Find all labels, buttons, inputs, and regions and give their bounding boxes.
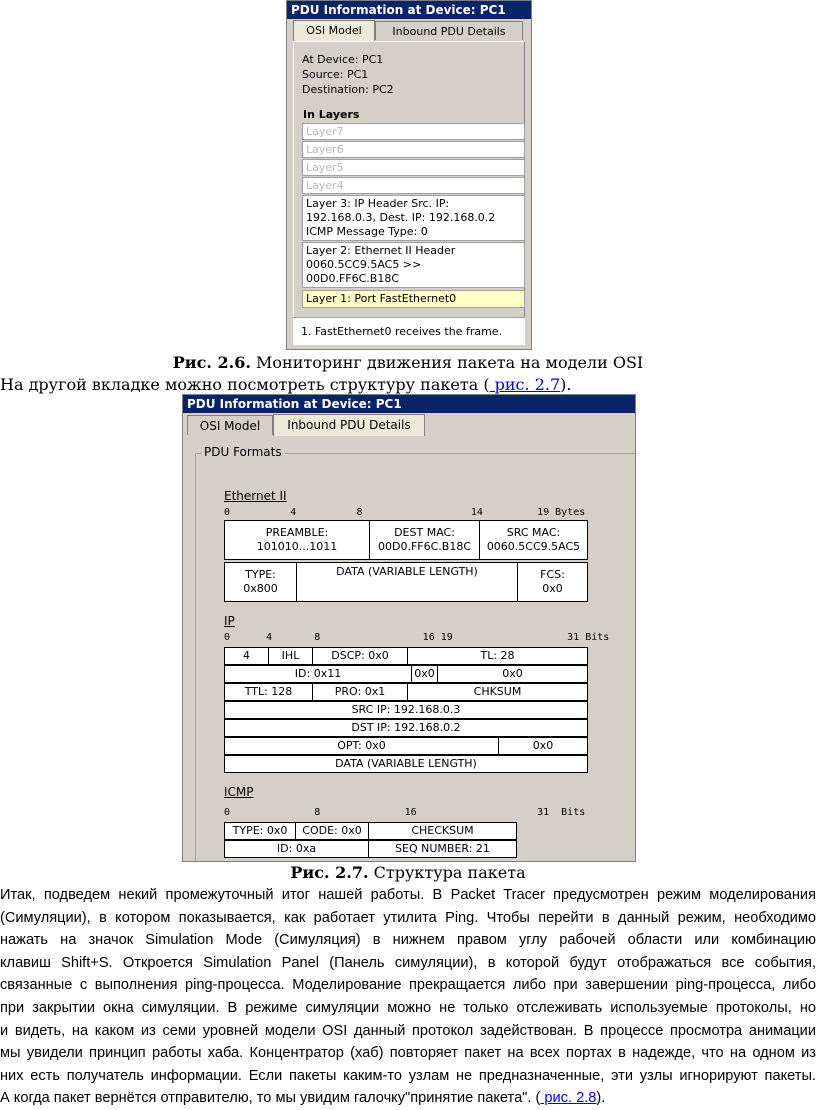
- layer2-item[interactable]: [302, 242, 525, 288]
- layer2-line: Layer 2: Ethernet II Header: [306, 244, 456, 257]
- layer-description: [293, 317, 525, 345]
- paragraph-text-end: ).: [596, 1090, 606, 1107]
- caption-number: Рис. 2.7.: [290, 863, 369, 882]
- pdu-formats-legend: PDU Formats: [201, 445, 285, 459]
- layer1-item[interactable]: Layer 1: Port FastEthernet0: [302, 290, 525, 308]
- ethernet-ticks: 0 4 8 14 19 Bytes: [224, 507, 586, 518]
- ttl-field: TTL: 128: [224, 683, 313, 701]
- caption-text: Мониторинг движения пакета на модели OSI: [250, 353, 644, 372]
- caption-number: Рис. 2.6.: [172, 353, 251, 372]
- fig-link-2-7[interactable]: рис. 2.7: [489, 375, 561, 394]
- device-info: [302, 52, 394, 97]
- ip-checksum-field: CHKSUM: [407, 683, 588, 701]
- seq-number-field: SEQ NUMBER: 21: [368, 840, 517, 858]
- tab-osi-model[interactable]: OSI Model: [187, 415, 273, 435]
- intro-text: На другой вкладке можно посмотреть структуру пакета (: [0, 375, 490, 394]
- in-layers-heading: In Layers: [303, 108, 360, 121]
- fig-link-2-8[interactable]: рис. 2.8: [540, 1090, 597, 1107]
- layer5-item[interactable]: Layer5: [302, 159, 525, 176]
- identification-field: ID: 0x11: [224, 665, 412, 683]
- protocol-field: PRO: 0x1: [312, 683, 408, 701]
- paragraph-line: Итак, подведем некий промежуточный итог нашей работы. В Packet Tracer предусмотрен режим моделирования: [0, 887, 816, 903]
- layer6-item[interactable]: Layer6: [302, 141, 525, 158]
- layer2-line: 0060.5CC9.5AC5 >>: [306, 258, 422, 271]
- fcs-field: [517, 562, 588, 602]
- field-name: DEST MAC:: [394, 526, 455, 539]
- paragraph-line: мы увидели принцип работы хаба. Концентратор (хаб) повторяет пакет на всех портах в надежде, что на одном из: [0, 1045, 816, 1062]
- layer3-line: 192.168.0.3, Dest. IP: 192.168.0.2: [306, 211, 496, 224]
- icmp-label: ICMP: [224, 785, 254, 799]
- icmp-type-field: TYPE: 0x0: [224, 822, 296, 840]
- intro-line: [0, 376, 571, 394]
- paragraph-line: (Симуляции), в котором показывается, как работает утилита Ping. Чтобы перейти в данный режим, необходимо: [0, 909, 816, 926]
- figure-caption-2-6: [0, 354, 816, 372]
- intro-text-end: ).: [560, 375, 572, 394]
- body-paragraph: [0, 884, 816, 1110]
- source-text: Source: PC1: [302, 68, 369, 81]
- preamble-field: [224, 520, 370, 560]
- dscp-field: DSCP: 0x0: [312, 647, 408, 665]
- layer2-line: 00D0.FF6C.B18C: [306, 272, 400, 285]
- src-mac-field: [479, 520, 588, 560]
- window-title: PDU Information at Device: PC1: [183, 395, 635, 413]
- paragraph-line: них есть получатель информации. Если пакеты каким-то узлам не предназначенные, эти узлы игнорируют пакеты.: [0, 1067, 816, 1084]
- ip-label: IP: [224, 614, 235, 628]
- ip-version-field: 4: [224, 647, 269, 665]
- paragraph-line: нажать на значок Simulation Mode (Симуляция) в нижнем правом углу рабочей области или комбинацию: [0, 932, 816, 949]
- field-value: 0x0: [542, 582, 563, 595]
- paragraph-line: при закрытии окна симуляции. В режиме симуляции можно не только отслеживать используемые протоколы, но: [0, 999, 816, 1016]
- field-name: FCS:: [540, 568, 565, 581]
- field-name: PREAMBLE:: [265, 526, 329, 539]
- paragraph-last-line: [0, 1087, 816, 1110]
- total-length-field: TL: 28: [407, 647, 588, 665]
- field-name: TYPE:: [245, 568, 276, 581]
- icmp-id-field: ID: 0xa: [224, 840, 369, 858]
- field-name: SRC MAC:: [506, 526, 561, 539]
- tab-osi-model[interactable]: OSI Model: [293, 20, 375, 41]
- icmp-code-field: CODE: 0x0: [295, 822, 369, 840]
- field-value: 0060.5CC9.5AC5: [486, 540, 581, 553]
- window-title: PDU Information at Device: PC1: [287, 1, 531, 19]
- icmp-ticks: 0 8 16 31 Bits: [224, 807, 586, 818]
- figure-caption-2-7: [0, 864, 816, 882]
- paragraph-line: связанные с выполнения ping-процесса. Моделирование прекращается либо при завершении ping-процесса, либо: [0, 977, 816, 994]
- layer4-item[interactable]: Layer4: [302, 177, 525, 194]
- caption-text: Структура пакета: [368, 863, 526, 882]
- ihl-field: IHL: [268, 647, 313, 665]
- paragraph-line: клавиш Shift+S. Откроется Simulation Panel (Панель симуляции), в которой будут отображаться все события,: [0, 954, 816, 971]
- layer3-line: ICMP Message Type: 0: [306, 225, 428, 238]
- options-field: OPT: 0x0: [224, 737, 499, 755]
- ip-ticks: 0 4 8 16 19 31 Bits: [224, 632, 610, 643]
- osi-panel: [293, 41, 525, 341]
- field-value: 0x800: [243, 582, 278, 595]
- pointer-up-icon: [408, 317, 422, 318]
- field-value: 101010...1011: [256, 540, 338, 553]
- tab-inbound-pdu-details[interactable]: Inbound PDU Details: [375, 21, 523, 40]
- ip-data-field: DATA (VARIABLE LENGTH): [224, 755, 588, 773]
- ethernet-label: Ethernet II: [224, 489, 287, 503]
- field-value: 00D0.FF6C.B18C: [377, 540, 472, 553]
- pdu-info-window-osi: [286, 0, 532, 350]
- layer7-item[interactable]: Layer7: [302, 123, 525, 140]
- layer3-item[interactable]: [302, 195, 525, 241]
- status-text: 1. FastEthernet0 receives the frame.: [301, 325, 503, 338]
- type-field: [224, 562, 297, 602]
- destination-text: Destination: PC2: [302, 83, 394, 96]
- fragment-offset-field: 0x0: [437, 665, 588, 683]
- dst-ip-field: DST IP: 192.168.0.2: [224, 719, 588, 737]
- at-device-text: At Device: PC1: [302, 53, 384, 66]
- dest-mac-field: [369, 520, 480, 560]
- flags-field: 0x0: [411, 665, 438, 683]
- eth-data-field: DATA (VARIABLE LENGTH): [296, 562, 518, 602]
- tab-inbound-pdu-details[interactable]: Inbound PDU Details: [273, 414, 425, 436]
- layer3-line: Layer 3: IP Header Src. IP:: [306, 197, 450, 210]
- icmp-checksum-field: CHECKSUM: [368, 822, 517, 840]
- padding-field: 0x0: [498, 737, 588, 755]
- paragraph-line: и видеть, на каком из семи уровней модели OSI данный протокол задействован. В процессе просмотра анимации: [0, 1022, 816, 1039]
- pdu-info-window-inbound: [182, 394, 636, 862]
- src-ip-field: SRC IP: 192.168.0.3: [224, 701, 588, 719]
- paragraph-text: А когда пакет вернётся отправителю, то мы увидим галочку"принятие пакета". (: [0, 1090, 541, 1107]
